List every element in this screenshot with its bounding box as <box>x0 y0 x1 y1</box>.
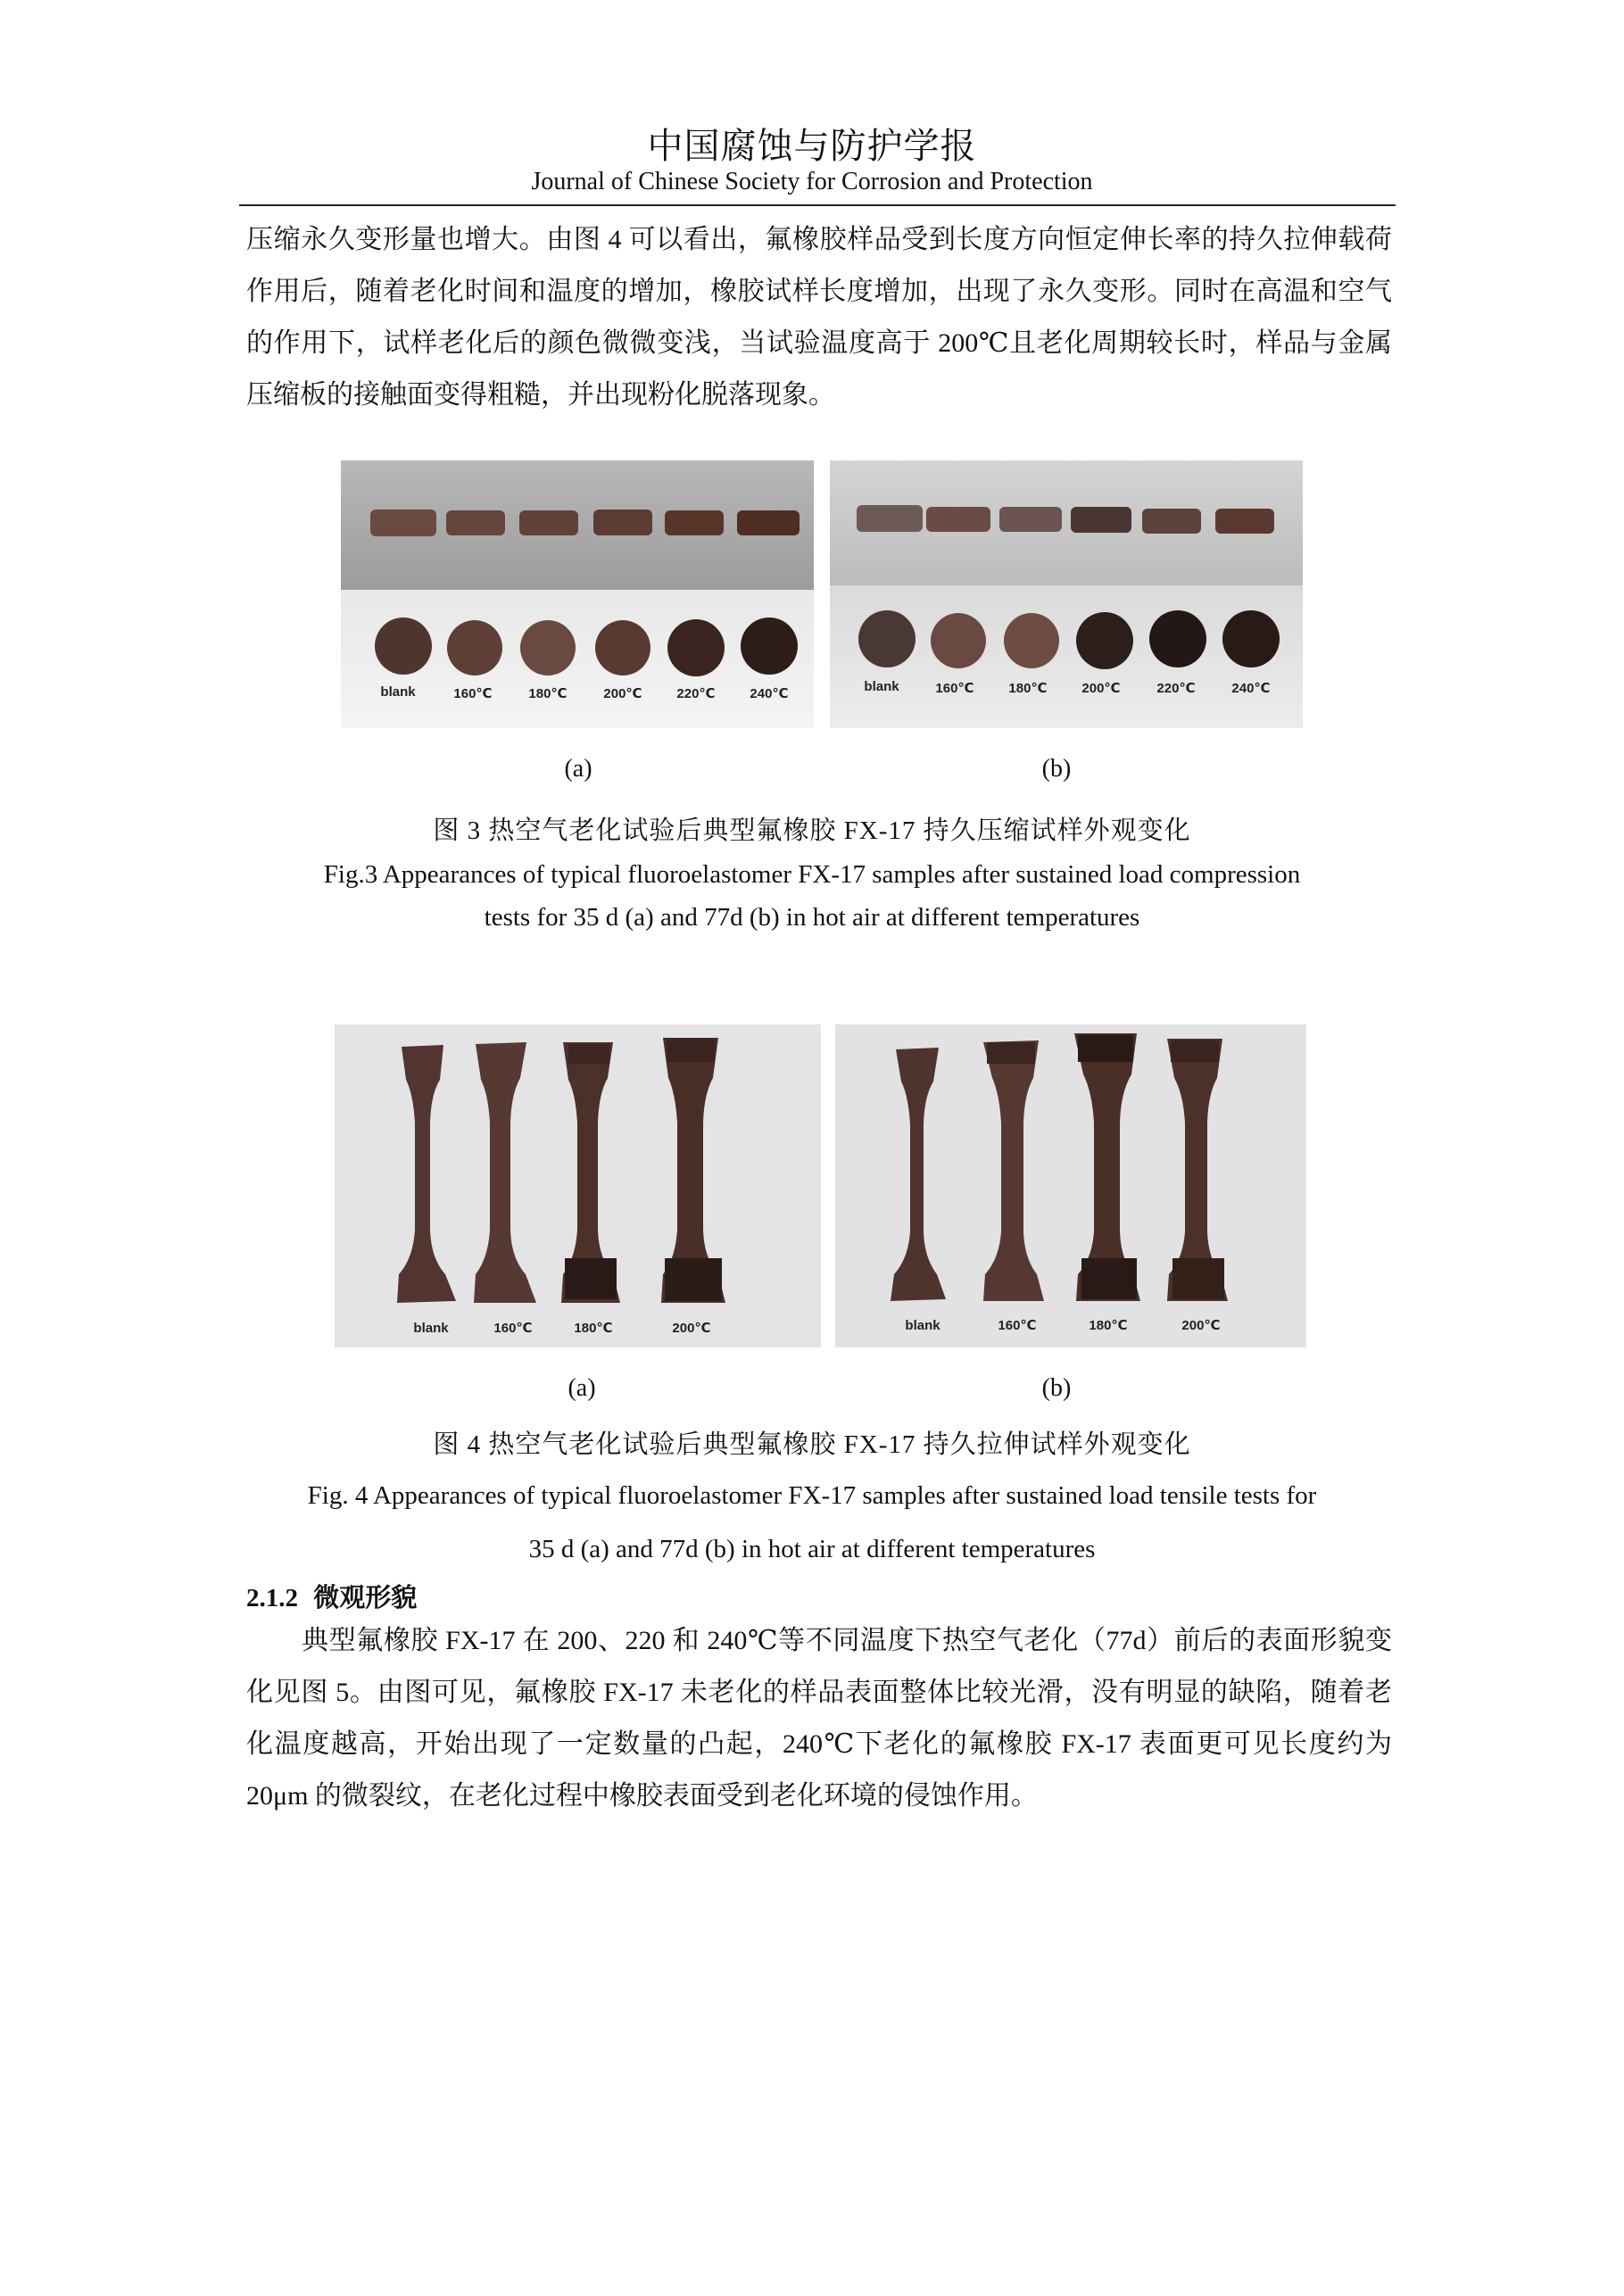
section-number: 2.1.2 <box>246 1584 298 1612</box>
figure3b-label-2: 180℃ <box>1008 681 1048 696</box>
figure4-caption-en-line2: 35 d (a) and 77d (b) in hot air at different temperatures <box>528 1535 1096 1563</box>
figure3a-label-4: 220℃ <box>676 686 716 701</box>
figure3b-label-0: blank <box>864 679 899 694</box>
body-paragraph-top: 压缩永久变形量也增大。由图 4 可以看出，氟橡胶样品受到长度方向恒定伸长率的持久拉伸载荷作用后，随着老化时间和温度的增加，橡胶试样长度增加，出现了永久变形。同时在高温和空气的作用下，试样老化后的颜色微微变浅，当试验温度高于 200℃且老化周期较长时，样品与金属压缩板的接触面变得粗糙，并出现粉化脱落现象。 <box>246 225 1392 410</box>
figure3a-label-1: 160℃ <box>453 686 493 701</box>
figure3-photo-b <box>830 460 1303 728</box>
figure4a-label-2: 180℃ <box>574 1321 613 1336</box>
figure4a-label-3: 200℃ <box>672 1321 711 1336</box>
figure3a-label-3: 200℃ <box>603 686 642 701</box>
figure4-label-b: (b) <box>1041 1374 1072 1402</box>
figure3-label-a: (a) <box>564 755 592 783</box>
figure3b-label-5: 240℃ <box>1231 681 1271 696</box>
figure4-label-a: (a) <box>568 1374 596 1402</box>
figure4b-label-1: 160℃ <box>998 1318 1037 1333</box>
figure3b-label-1: 160℃ <box>935 681 974 696</box>
header-divider <box>239 204 1396 206</box>
figure3-label-b: (b) <box>1041 755 1072 783</box>
figure4a-label-0: blank <box>413 1321 449 1336</box>
figure4b-label-0: blank <box>905 1318 940 1333</box>
section-heading <box>246 1578 417 1614</box>
journal-title-en: Journal of Chinese Society for Corrosion and Protection <box>531 168 1093 195</box>
figure3-caption-cn: 图 3 热空气老化试验后典型氟橡胶 FX-17 持久压缩试样外观变化 <box>433 816 1191 845</box>
body-paragraph-bottom: 典型氟橡胶 FX-17 在 200、220 和 240℃等不同温度下热空气老化（77d）前后的表面形貌变化见图 5。由图可见，氟橡胶 FX-17 未老化的样品表面整体比较光滑，没有明显的缺陷，随着老化温度越高，开始出现了一定数量的凸起，240℃下老化的氟橡胶 FX-17 表面更可见长度约为 20μm 的微裂纹，在老化过程中橡胶表面受到老化环境的侵蚀作用。 <box>246 1626 1392 1811</box>
figure3a-label-2: 180℃ <box>528 686 568 701</box>
figure4-caption-cn: 图 4 热空气老化试验后典型氟橡胶 FX-17 持久拉伸试样外观变化 <box>433 1430 1191 1459</box>
figure4-photo-a <box>335 1024 821 1347</box>
journal-title-cn: 中国腐蚀与防护学报 <box>647 126 977 166</box>
figure4a-label-1: 160℃ <box>493 1321 533 1336</box>
figure4-caption-en-line1: Fig. 4 Appearances of typical fluoroelastomer FX-17 samples after sustained load tensile tests for <box>307 1481 1317 1510</box>
section-title: 微观形貌 <box>313 1584 418 1612</box>
figure3b-label-3: 200℃ <box>1081 681 1121 696</box>
figure4b-label-3: 200℃ <box>1181 1318 1221 1333</box>
figure4-photo-b <box>835 1024 1306 1347</box>
figure3-caption-en-line1: Fig.3 Appearances of typical fluoroelastomer FX-17 samples after sustained load compression <box>323 860 1301 889</box>
figure4b-label-2: 180℃ <box>1089 1318 1128 1333</box>
figure3a-label-5: 240℃ <box>750 686 789 701</box>
figure3b-label-4: 220℃ <box>1156 681 1196 696</box>
figure3-photo-a <box>341 460 814 728</box>
figure3-caption-en-line2: tests for 35 d (a) and 77d (b) in hot air at different temperatures <box>484 903 1140 932</box>
figure3a-label-0: blank <box>380 684 416 700</box>
